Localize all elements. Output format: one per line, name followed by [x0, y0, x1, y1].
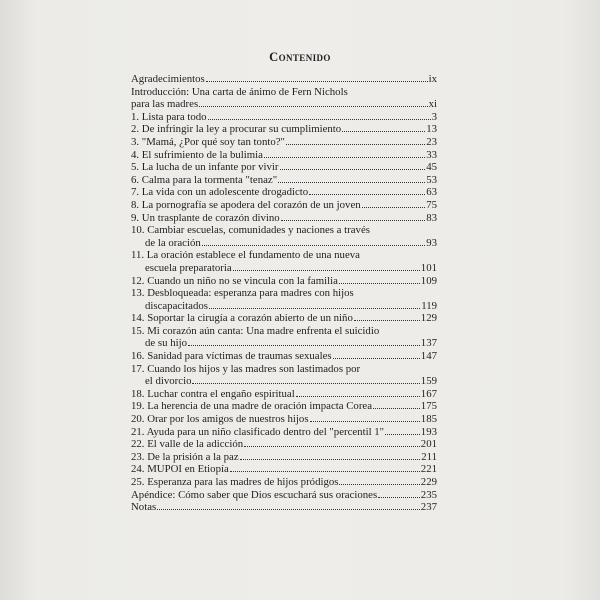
- page-number: 75: [426, 198, 437, 211]
- page-number: 129: [420, 312, 437, 325]
- page-number: 101: [420, 261, 437, 274]
- toc-entry: [131, 476, 437, 489]
- dot-leader: [378, 497, 420, 498]
- toc-entry-title-line: 10. Cambiar escuelas, comunidades y naciones a través: [131, 224, 370, 237]
- toc-entry-title: 2. De infringir la ley a procurar su cumplimiento: [131, 123, 342, 136]
- page-number: 23: [426, 135, 437, 148]
- toc-entry-row: [131, 161, 437, 174]
- dot-leader: [333, 358, 420, 359]
- toc-entry-row: [131, 149, 437, 162]
- toc-entry-row: [131, 300, 437, 313]
- toc-entry: [131, 489, 437, 502]
- toc-entry-title: 1. Lista para todo: [131, 110, 207, 123]
- toc-entry-title: 5. La lucha de un infante por vivir: [131, 161, 279, 174]
- toc-entry-row: [131, 312, 437, 325]
- toc-entry-title: escuela preparatoria: [145, 261, 232, 274]
- page-number: 33: [426, 148, 437, 161]
- toc-entry-title: 24. MUPOI en Etiopía: [131, 463, 229, 476]
- page-number: ix: [428, 73, 437, 85]
- dot-leader: [339, 484, 419, 485]
- toc-entry-title: 16. Sanidad para víctimas de traumas sexuales: [131, 350, 332, 363]
- page-number: 3: [431, 110, 437, 123]
- toc-entry: [131, 161, 437, 174]
- toc-entry-row: [131, 337, 437, 350]
- toc-entry-title: 25. Esperanza para las madres de hijos pródigos: [131, 476, 339, 488]
- dot-leader: [310, 421, 420, 422]
- toc-entry: [131, 325, 437, 350]
- toc-entry: [131, 438, 437, 451]
- toc-entry-row: [131, 186, 437, 199]
- dot-leader: [208, 119, 431, 120]
- page-number: 193: [420, 425, 437, 438]
- page-number: 147: [420, 350, 437, 363]
- page-number: 185: [420, 413, 437, 426]
- toc-entry: [131, 388, 437, 401]
- toc-entry-row: [131, 388, 437, 401]
- dot-leader: [280, 169, 426, 170]
- toc-entry-row: [131, 262, 437, 275]
- toc-entry-row: [131, 136, 437, 149]
- toc-entry: [131, 186, 437, 199]
- page-number: 237: [420, 501, 437, 514]
- toc-entry-title: 3. "Mamá, ¿Por qué soy tan tonto?": [131, 135, 285, 148]
- toc-entry-title-line: 15. Mi corazón aún canta: Una madre enfrenta el suicidio: [131, 324, 380, 337]
- page-number: 175: [420, 400, 437, 413]
- toc-entry: [131, 174, 437, 187]
- page-number: 63: [426, 186, 437, 199]
- toc-entry-row: [131, 174, 437, 187]
- toc-entry: [131, 426, 437, 439]
- toc-entry-title: 6. Calma para la tormenta "tenaz": [131, 173, 278, 186]
- toc-entry: [131, 363, 437, 388]
- dot-leader: [209, 308, 420, 309]
- dot-leader: [373, 408, 420, 409]
- dot-leader: [281, 220, 425, 221]
- toc-entry-row: [131, 489, 437, 502]
- page-number: 159: [420, 375, 437, 388]
- toc-entry-row: [131, 350, 437, 363]
- toc-entry: [131, 73, 437, 86]
- toc-entry-title: 8. La pornografía se apodera del corazón de un joven: [131, 198, 361, 211]
- page-number: 93: [426, 236, 437, 249]
- toc-entry-title: 21. Ayuda para un niño clasificado dentro del "percentil 1": [131, 425, 385, 438]
- toc-entry-row: [131, 73, 437, 86]
- toc-entry-title: Apéndice: Cómo saber que Dios escuchará sus oraciones: [131, 488, 378, 501]
- toc-entry-row: [131, 123, 437, 136]
- toc-entry-row: [131, 438, 437, 451]
- toc-entry-row: [131, 476, 437, 489]
- toc-entry-title-line: 17. Cuando los hijos y las madres son lastimados por: [131, 362, 361, 375]
- dot-leader: [157, 509, 420, 510]
- dot-leader: [296, 396, 420, 397]
- page-number: 211: [421, 450, 437, 463]
- toc-entry-row: [131, 501, 437, 514]
- toc-entry-title: Agradecimientos: [131, 73, 205, 85]
- toc-entry: [131, 123, 437, 136]
- dot-leader: [206, 81, 428, 82]
- page-number: 229: [420, 476, 437, 488]
- toc-entry-row: [131, 463, 437, 476]
- toc-entry-row: [131, 413, 437, 426]
- page-number: 83: [426, 211, 437, 224]
- dot-leader: [309, 194, 425, 195]
- toc-entry-row: [131, 237, 437, 250]
- toc-entry-row: [131, 212, 437, 225]
- toc-entry-row: [131, 400, 437, 413]
- toc-entry-title-line: 13. Desbloqueada: esperanza para madres con hijos: [131, 287, 354, 300]
- toc-entry: [131, 275, 437, 288]
- toc-entry-title: Notas: [131, 501, 157, 514]
- toc-entry-title: 19. La herencia de una madre de oración impacta Corea: [131, 400, 373, 413]
- dot-leader: [188, 345, 420, 346]
- dot-leader: [244, 446, 420, 447]
- toc-entry-row: [131, 199, 437, 212]
- toc-entry: [131, 199, 437, 212]
- toc-entry: [131, 249, 437, 274]
- dot-leader: [354, 320, 420, 321]
- page-number: 109: [420, 274, 437, 287]
- dot-leader: [278, 182, 425, 183]
- toc-entry: [131, 350, 437, 363]
- toc-entry-title: 20. Orar por los amigos de nuestros hijos: [131, 413, 309, 426]
- toc-entry-title-line: 11. La oración establece el fundamento de una nueva: [131, 249, 360, 262]
- toc-entry: [131, 86, 437, 111]
- toc-entry: [131, 312, 437, 325]
- toc-entry-title: de la oración: [145, 236, 201, 249]
- toc-entry: [131, 136, 437, 149]
- toc-entry-row: [131, 111, 437, 124]
- toc-entry: [131, 413, 437, 426]
- toc-entry-title: 4. El sufrimiento de la bulimia: [131, 148, 263, 161]
- dot-leader: [199, 106, 427, 107]
- toc-entry-row: [131, 275, 437, 288]
- toc-entry: [131, 224, 437, 249]
- dot-leader: [385, 434, 420, 435]
- dot-leader: [339, 283, 420, 284]
- toc-entry-title: para las madres: [131, 98, 199, 111]
- dot-leader: [286, 144, 425, 145]
- toc-entry-row: [131, 375, 437, 388]
- page-number: 137: [420, 337, 437, 350]
- toc-entry-title: 22. El valle de la adicción: [131, 438, 244, 451]
- toc-entry-row: [131, 98, 437, 111]
- toc-entry-row: [131, 426, 437, 439]
- toc-entry-title: discapacitados: [145, 299, 208, 312]
- toc-entry: [131, 111, 437, 124]
- toc-entry-title: 9. Un trasplante de corazón divino: [131, 211, 280, 224]
- dot-leader: [230, 471, 420, 472]
- toc-entry-title: de su hijo: [145, 337, 187, 350]
- dot-leader: [362, 207, 426, 208]
- toc-entry-title-line: Introducción: Una carta de ánimo de Fern Nichols: [131, 85, 348, 98]
- page-title: Contenido: [269, 50, 331, 64]
- page-number: 45: [426, 161, 437, 174]
- toc-entry-title: 14. Soportar la cirugía a corazón abierto de un niño: [131, 312, 353, 325]
- dot-leader: [233, 270, 420, 271]
- toc-entry: [131, 451, 437, 464]
- page-number: 221: [420, 463, 437, 476]
- toc-entry: [131, 149, 437, 162]
- toc-entry-row: [131, 451, 437, 464]
- toc-entry-title: 18. Luchar contra el engaño espiritual: [131, 387, 295, 400]
- dot-leader: [264, 157, 425, 158]
- page-number: 167: [420, 387, 437, 400]
- dot-leader: [192, 383, 419, 384]
- page-number: 53: [426, 173, 437, 186]
- dot-leader: [240, 459, 421, 460]
- table-of-contents: [131, 73, 437, 514]
- toc-entry-title: 23. De la prisión a la paz: [131, 450, 239, 463]
- toc-entry: [131, 501, 437, 514]
- toc-entry: [131, 400, 437, 413]
- dot-leader: [202, 245, 425, 246]
- page-number: xi: [428, 98, 437, 111]
- toc-entry-title: el divorcio: [145, 375, 192, 388]
- page-number: 13: [426, 123, 437, 136]
- page-number: 119: [421, 299, 437, 312]
- toc-entry: [131, 463, 437, 476]
- toc-entry-title: 7. La vida con un adolescente drogadicto: [131, 186, 309, 199]
- toc-entry: [131, 287, 437, 312]
- toc-entry: [131, 212, 437, 225]
- page-number: 201: [420, 438, 437, 451]
- toc-entry-title: 12. Cuando un niño no se vincula con la familia: [131, 274, 338, 287]
- dot-leader: [342, 131, 425, 132]
- page-number: 235: [420, 488, 437, 501]
